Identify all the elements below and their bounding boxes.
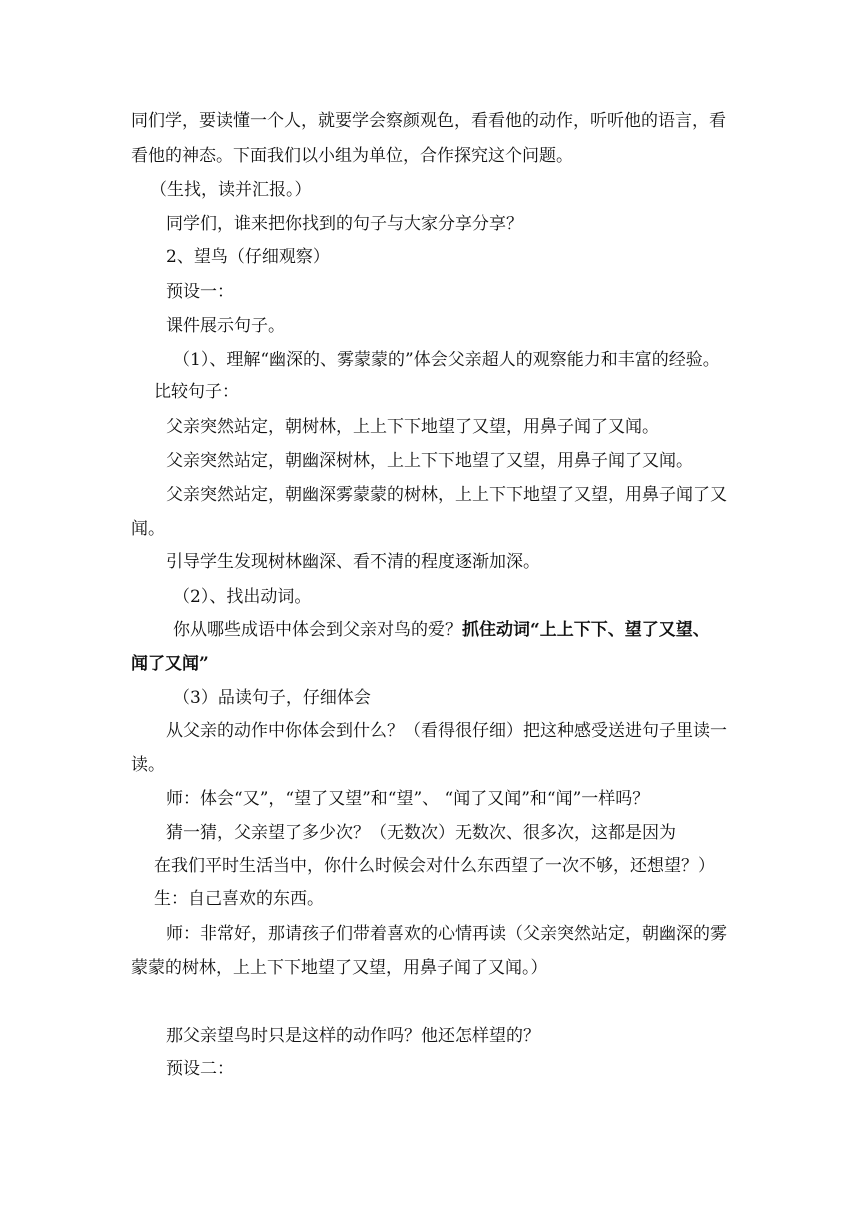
paragraph-line: 那父亲望鸟时只是这样的动作吗？他还怎样望的？: [166, 1026, 540, 1046]
bold-text: 抓住动词“上上下下、望了又望、: [462, 620, 710, 640]
paragraph-line: （1）、理解“幽深的、雾蒙蒙的”体会父亲超人的观察能力和丰富的经验。: [173, 350, 720, 370]
paragraph-line: 预设一：: [166, 282, 234, 302]
paragraph-line: 师：非常好，那请孩子们带着喜欢的心情再读（父亲突然站定，朝幽深的雾: [166, 924, 727, 944]
paragraph-line: 看他的神态。下面我们以小组为单位，合作探究这个问题。: [131, 146, 573, 166]
paragraph-line: 课件展示句子。: [166, 316, 285, 336]
paragraph-line: [173, 619, 710, 641]
paragraph-line: 同学们，谁来把你找到的句子与大家分享分享？: [166, 214, 523, 234]
paragraph-line: 从父亲的动作中你体会到什么？（看得很仔细）把这种感受送进句子里读一: [166, 721, 727, 741]
paragraph-line: 生：自己喜欢的东西。: [154, 889, 324, 909]
paragraph-line: 闻。: [131, 519, 165, 539]
paragraph-line: 师：体会“又”，“望了又望”和“望”、 “闻了又闻”和“闻”一样吗？: [166, 789, 650, 809]
paragraph-line: 父亲突然站定，朝树林，上上下下地望了又望，用鼻子闻了又闻。: [166, 417, 659, 437]
paragraph-line: 父亲突然站定，朝幽深树林，上上下下地望了又望，用鼻子闻了又闻。: [166, 451, 693, 471]
paragraph-line: 猜一猜，父亲望了多少次？（无数次）无数次、很多次，这都是因为: [166, 823, 676, 843]
paragraph-line: 读。: [131, 755, 165, 775]
paragraph-line: 比较句子：: [154, 382, 239, 402]
paragraph-line: 闻了又闻”: [131, 654, 209, 674]
plain-text: 你从哪些成语中体会到父亲对鸟的爱？: [173, 620, 462, 640]
paragraph-line: 在我们平时生活当中，你什么时候会对什么东西望了一次不够，还想望？）: [154, 856, 715, 876]
paragraph-line: 同们学，要读懂一个人，就要学会察颜观色，看看他的动作，听听他的语言，看: [131, 111, 726, 131]
section-heading: 2、望鸟（仔细观察）: [166, 247, 330, 267]
paragraph-line: （3）品读句子，仔细体会: [173, 688, 371, 708]
paragraph-line: 蒙蒙的树林，上上下下地望了又望，用鼻子闻了又闻。）: [131, 958, 548, 978]
paragraph-line: 引导学生发现树林幽深、看不清的程度逐渐加深。: [166, 552, 540, 572]
paragraph-line: 父亲突然站定，朝幽深雾蒙蒙的树林，上上下下地望了又望，用鼻子闻了又: [166, 485, 727, 505]
paragraph-line: （生找，读并汇报。）: [150, 180, 312, 200]
paragraph-line: 预设二：: [166, 1059, 234, 1079]
paragraph-line: （2）、找出动词。: [173, 587, 312, 607]
